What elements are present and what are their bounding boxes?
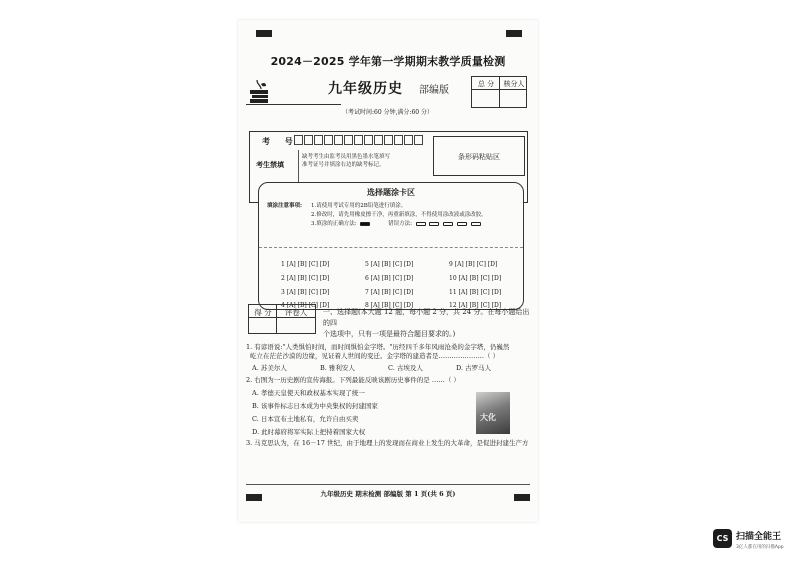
question-1-option-b: B. 雅利安人 xyxy=(320,364,355,372)
section-grader-label: 评卷人 xyxy=(284,308,308,317)
fill-instructions-label: 填涂注意事项: xyxy=(267,203,303,209)
answer-row-q5[interactable]: 5 [A] [B] [C] [D] xyxy=(365,261,414,268)
scanner-brand-name: 扫描全能王 xyxy=(736,532,782,542)
answer-row-q10[interactable]: 10 [A] [B] [C] [D] xyxy=(449,275,502,282)
exam-title: 2024－2025 学年第一学期期末教学质量检测 xyxy=(270,55,506,68)
fill-rule-1: 1.请使用考试专用的2B铅笔进行填涂。 xyxy=(311,203,407,209)
total-score-label: 总 分 xyxy=(477,80,495,88)
scanner-slogan: 3亿人都在用的扫描App xyxy=(736,545,784,550)
wrong-method-label: 错误方法: xyxy=(388,221,412,227)
wrong-fill-sample xyxy=(457,222,467,226)
section-score-box xyxy=(248,304,316,334)
poster-image xyxy=(476,392,510,434)
poster-text: 大化 xyxy=(480,412,496,422)
question-1-option-a: A. 苏美尔人 xyxy=(252,364,287,372)
exam-number-label: 考 号 xyxy=(262,136,299,146)
answer-row-q3[interactable]: 3 [A] [B] [C] [D] xyxy=(281,289,330,296)
scanner-logo-icon: CS xyxy=(713,529,732,548)
fill-rule-3: 3.填涂的正确方法: xyxy=(311,221,357,227)
section-heading: 一、选择题(本大题 12 题，每小题 2 分，共 24 分。在每小题给出的四 个选项中，只有一项是最符合题目要求的。) xyxy=(323,308,530,338)
registration-mark xyxy=(506,30,522,37)
question-2-option-a: A. 孝德天皇使天和政权基本实现了统一 xyxy=(252,389,365,397)
answer-card xyxy=(258,182,524,310)
registration-mark xyxy=(256,30,272,37)
answer-row-q8[interactable]: 8 [A] [B] [C] [D] xyxy=(365,302,414,309)
question-1-stem: 1. 有谚语说:"人类惧怕时间，而时间惧怕金字塔。"历经四千多年风雨沧桑的金字塔，仍巍然 屹立在茫茫沙漠的边缘，见证着人世间的变迁。金字塔的建造者是…………………（ ） xyxy=(246,343,510,360)
barcode-area: 条形码粘贴区 xyxy=(433,136,525,176)
wrong-fill-sample xyxy=(443,222,453,226)
notice-label: 考生禁填 xyxy=(256,160,284,169)
wrong-fill-sample xyxy=(416,222,426,226)
section-score-label: 得 分 xyxy=(254,308,272,317)
question-2-option-c: C. 日本宣布土地私有，允许自由买卖 xyxy=(252,415,359,423)
answer-row-q7[interactable]: 7 [A] [B] [C] [D] xyxy=(365,289,414,296)
answer-row-q1[interactable]: 1 [A] [B] [C] [D] xyxy=(281,261,330,268)
exam-number-cells[interactable] xyxy=(294,135,424,145)
notice-text: 缺考考生由监考员用黑色墨水笔填写准考证号并填涂右边的缺考标记。 xyxy=(302,154,391,168)
total-score-box xyxy=(471,76,527,108)
answer-card-title: 选择题涂卡区 xyxy=(367,187,415,197)
books-icon xyxy=(248,78,270,104)
correct-fill-sample xyxy=(360,222,370,226)
wrong-fill-sample xyxy=(471,222,481,226)
question-2-stem: 2. 右图为一历史剧的宣传海报。下列最能反映该剧历史事件的是 ……（ ） xyxy=(246,376,460,384)
exam-paper xyxy=(238,20,538,522)
exam-info: （考试时间:60 分钟,满分:60 分） xyxy=(342,109,434,116)
fill-rule-3-row xyxy=(311,219,481,227)
answer-row-q2[interactable]: 2 [A] [B] [C] [D] xyxy=(281,275,330,282)
subject-title: 九年级历史 xyxy=(328,81,403,97)
wrong-fill-sample xyxy=(429,222,439,226)
footer-rule xyxy=(246,484,530,485)
answer-row-q12[interactable]: 12 [A] [B] [C] [D] xyxy=(449,302,502,309)
question-1-option-c: C. 古埃及人 xyxy=(388,364,423,372)
answer-row-q4[interactable]: 4 [A] [B] [C] [D] xyxy=(281,302,330,309)
answer-row-q9[interactable]: 9 [A] [B] [C] [D] xyxy=(449,261,498,268)
question-3-stem: 3. 马克思认为，在 16－17 世纪，由于地理上的发现而在商业上发生的大革命，是促进封建生产方 xyxy=(246,439,529,447)
question-1-option-d: D. 古罗马人 xyxy=(456,364,492,372)
answer-row-q6[interactable]: 6 [A] [B] [C] [D] xyxy=(365,275,414,282)
page-footer: 九年级历史 期末检测 部编版 第 1 页(共 6 页) xyxy=(320,490,456,498)
answer-row-q11[interactable]: 11 [A] [B] [C] [D] xyxy=(449,289,502,296)
question-2-option-d: D. 此时幕府将军实际上把持着国家大权 xyxy=(252,428,366,436)
title-rule xyxy=(246,104,341,105)
edition-label: 部编版 xyxy=(419,85,449,96)
question-2-option-b: B. 该事件标志日本成为中央集权的封建国家 xyxy=(252,402,378,410)
score-checker-label: 核分人 xyxy=(503,80,525,88)
fill-rule-2: 2.修改时，请先用橡皮擦干净，再重新填涂，不得使用涂改液或涂改胶。 xyxy=(311,212,487,218)
